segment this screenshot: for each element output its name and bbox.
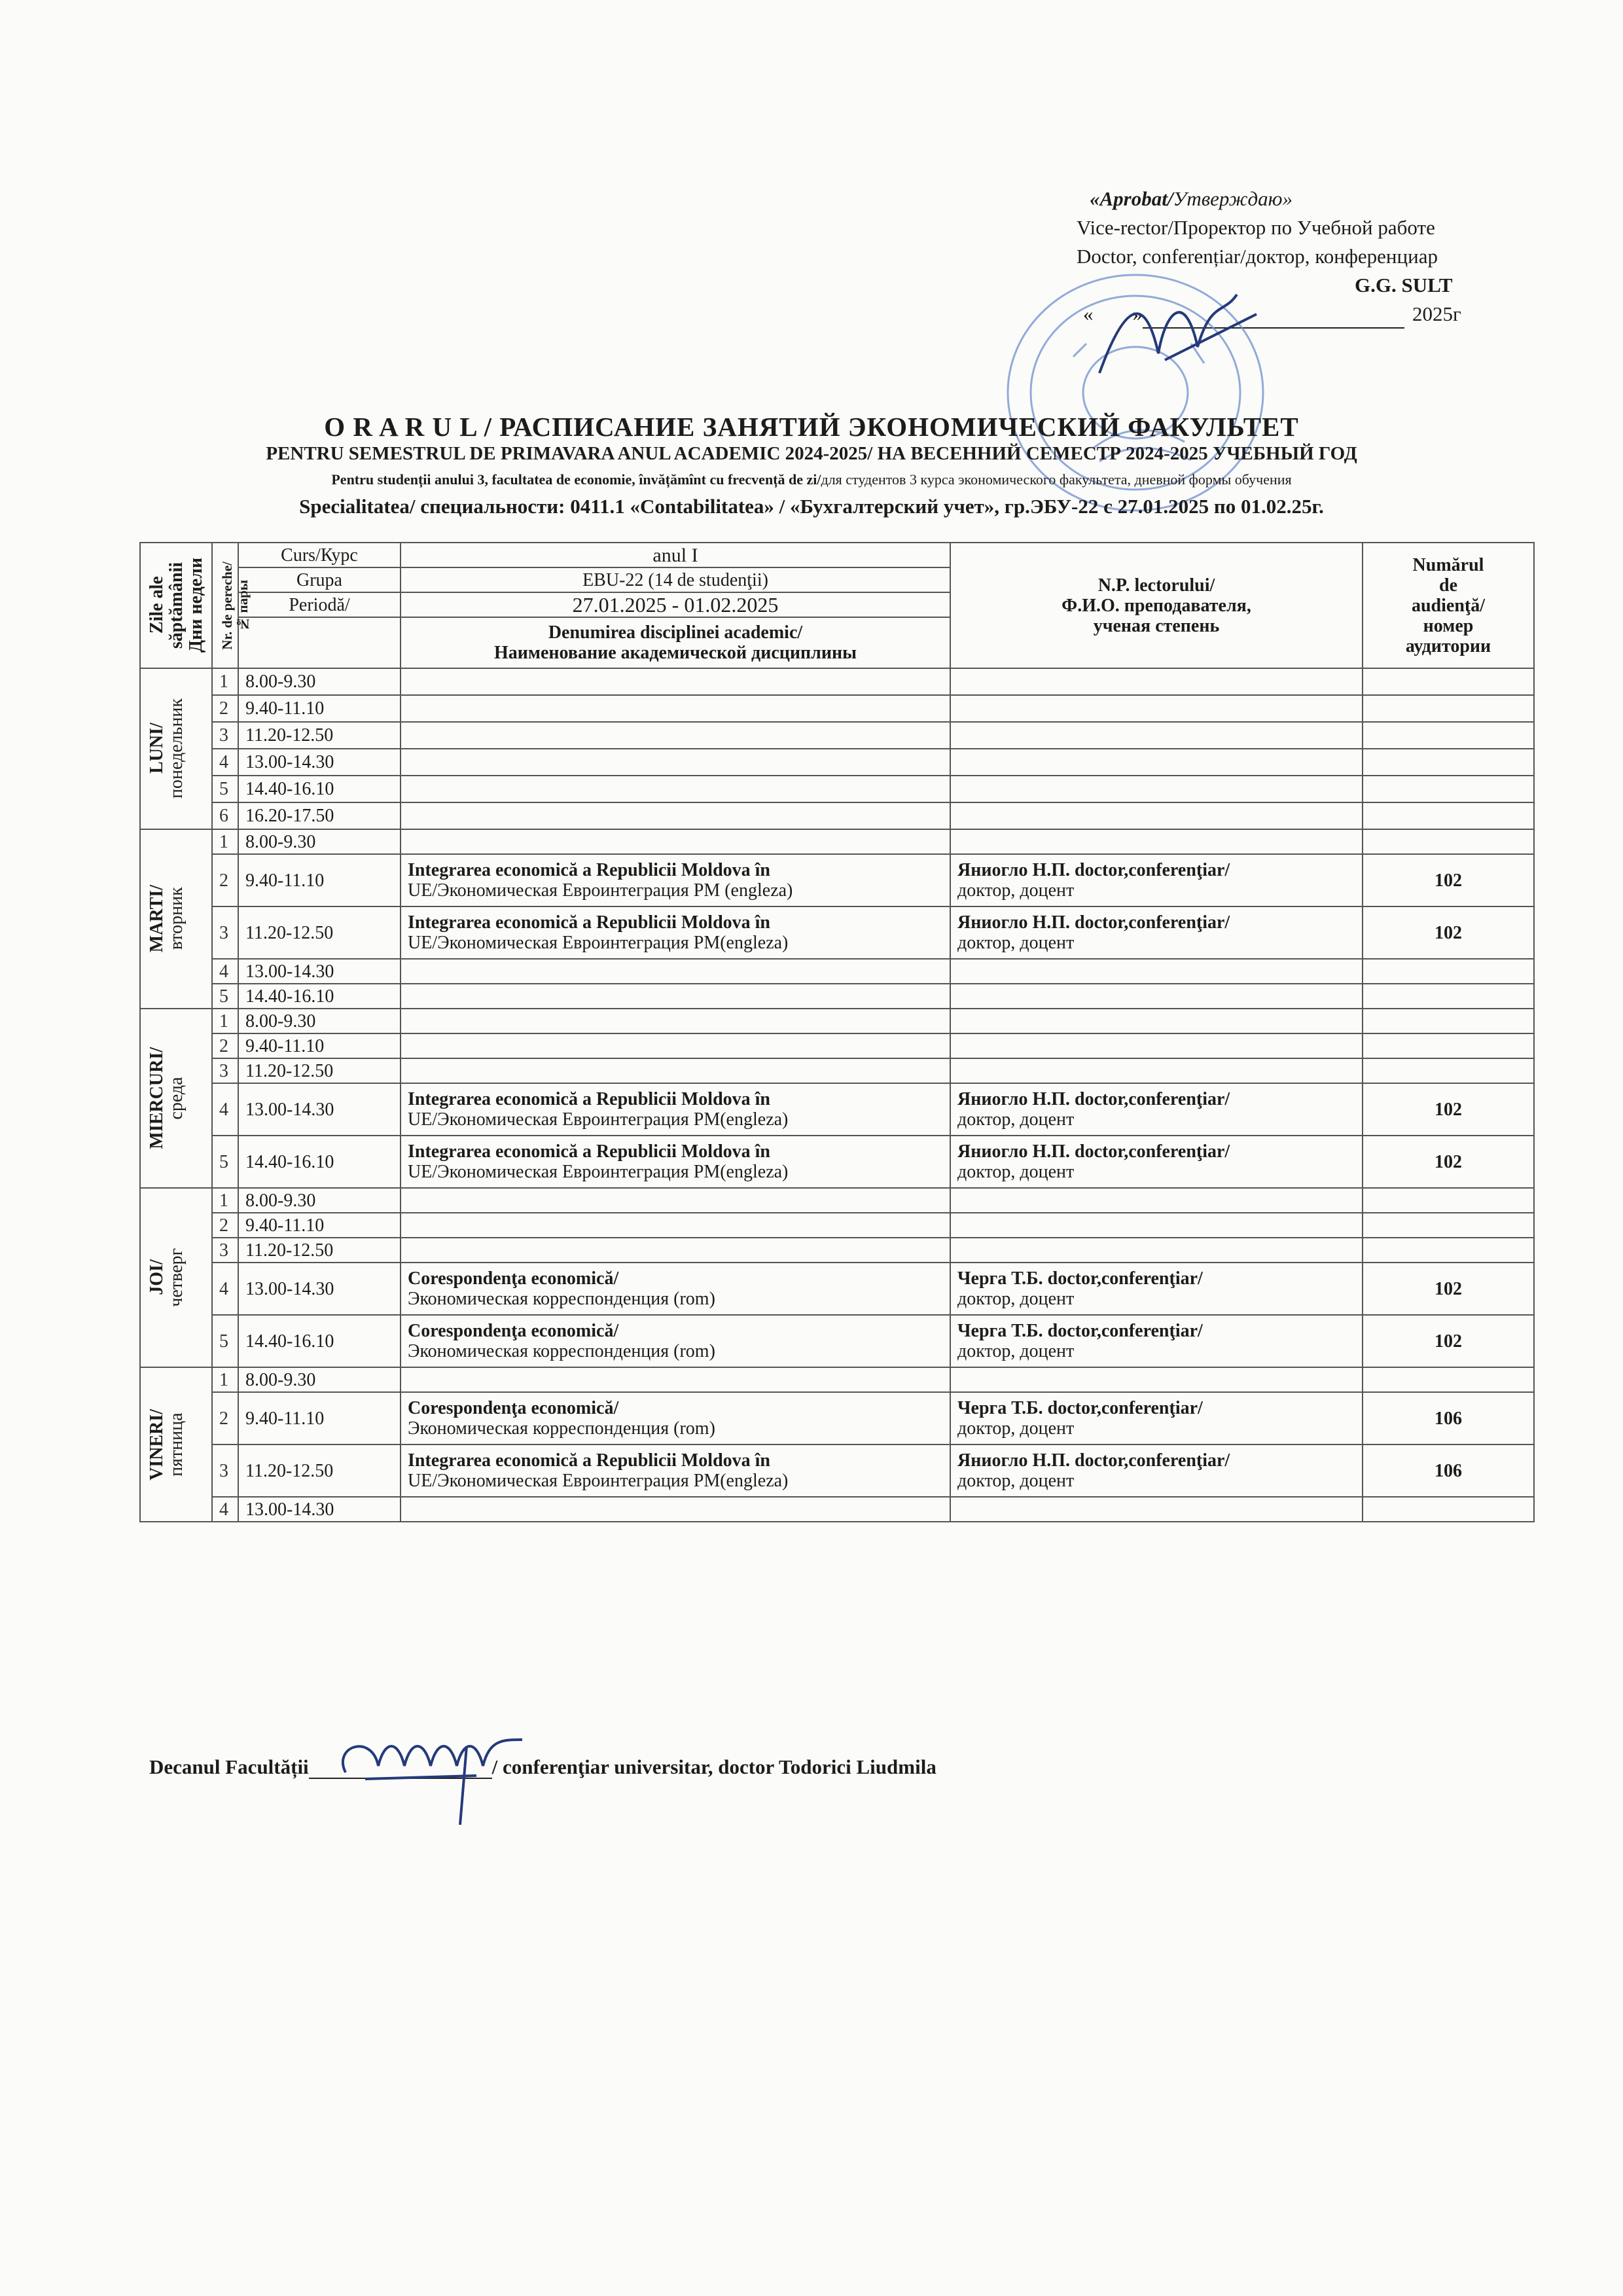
discipline-cell	[401, 1238, 950, 1263]
head-pair-cell	[212, 543, 251, 668]
head-days-cell	[140, 543, 212, 668]
pair-time: 14.40-16.10	[238, 984, 401, 1009]
approval-aprobat: «Aprobat/	[1090, 187, 1173, 210]
day-name-ru: пятница	[166, 1412, 187, 1477]
teacher-cell	[950, 959, 1363, 984]
teacher-cell	[950, 1058, 1363, 1083]
slot-row	[140, 668, 1534, 695]
day-cell	[140, 1009, 212, 1188]
slot-row	[140, 984, 1534, 1009]
pair-number: 4	[212, 1263, 238, 1315]
approval-name: G.G. SULT	[1355, 274, 1453, 296]
discipline-name-ru: Экономическая корреспонденция (rom)	[408, 1341, 715, 1361]
room-cell: 106	[1363, 1444, 1534, 1497]
head-pair-l2: № пары	[235, 579, 251, 632]
pair-number: 3	[212, 1238, 238, 1263]
day-name-ru: среда	[166, 1077, 187, 1120]
pair-time: 14.40-16.10	[238, 1315, 401, 1367]
teacher-cell	[950, 695, 1363, 722]
teacher-cell	[950, 1315, 1363, 1367]
pair-number: 1	[212, 1367, 238, 1392]
pair-time: 8.00-9.30	[238, 1367, 401, 1392]
dean-label: Decanul Facultății	[149, 1755, 309, 1778]
discipline-name-ru: Экономическая корреспонденция (rom)	[408, 1289, 715, 1309]
approval-degree: Doctor, conferențiar/доктор, конференциар	[1077, 245, 1438, 268]
room-cell	[1363, 1033, 1534, 1058]
discipline-name-ro: Integrarea economică a Republicii Moldova în	[408, 1141, 770, 1162]
discipline-cell	[401, 984, 950, 1009]
approval-year: 2025г	[1412, 302, 1461, 325]
discipline-cell	[401, 722, 950, 749]
head-room-l2: de	[1439, 575, 1457, 596]
pair-time: 16.20-17.50	[238, 802, 401, 829]
discipline-cell	[401, 959, 950, 984]
head-days-label	[147, 558, 206, 653]
discipline-cell	[401, 776, 950, 802]
head-room-l4: номер	[1423, 615, 1474, 636]
room-cell: 102	[1363, 1263, 1534, 1315]
pair-number: 1	[212, 1188, 238, 1213]
slot-row	[140, 722, 1534, 749]
teacher-cell	[950, 1188, 1363, 1213]
day-name-ro: MARTI/	[147, 885, 167, 953]
pair-time: 9.40-11.10	[238, 695, 401, 722]
approval-title	[1027, 185, 1461, 213]
day-name-ro: LUNI/	[147, 723, 167, 774]
approval-utverzhdayu: Утверждаю»	[1173, 187, 1293, 210]
room-cell	[1363, 802, 1534, 829]
discipline-cell	[401, 749, 950, 776]
head-days-l2: săptămânii	[166, 562, 187, 649]
pair-time: 9.40-11.10	[238, 1033, 401, 1058]
head-lect-l3: ученая степень	[1093, 615, 1220, 636]
discipline-name-ru: UE/Экономическая Евроинтеграция РМ(engleza)	[408, 1162, 789, 1182]
pair-number: 6	[212, 802, 238, 829]
head-empty-cell	[238, 617, 401, 668]
head-room-l3: audienţă/	[1411, 595, 1486, 616]
teacher-cell	[950, 1497, 1363, 1522]
discipline-cell	[401, 1444, 950, 1497]
discipline-cell	[401, 906, 950, 959]
pair-number: 5	[212, 984, 238, 1009]
discipline-name-ru: UE/Экономическая Евроинтеграция РМ(engleza)	[408, 1109, 789, 1130]
room-cell	[1363, 695, 1534, 722]
teacher-degree: доктор, доцент	[957, 1289, 1075, 1309]
head-pair-l1: Nr. de pereche/	[219, 561, 235, 650]
day-label	[147, 1248, 187, 1307]
teacher-cell	[950, 802, 1363, 829]
pair-time: 8.00-9.30	[238, 1009, 401, 1033]
day-label	[147, 885, 187, 952]
discipline-cell	[401, 1188, 950, 1213]
head-lecturer	[950, 543, 1363, 668]
prorector-signature	[1086, 275, 1283, 393]
teacher-name: Яниогло Н.П. doctor,conferenţiar/	[957, 1450, 1230, 1471]
teacher-name: Черга Т.Б. doctor,conferenţiar/	[957, 1268, 1203, 1289]
discipline-name-ru: UE/Экономическая Евроинтеграция РМ(engleza)	[408, 1471, 789, 1491]
slot-row	[140, 1213, 1534, 1238]
room-cell	[1363, 1058, 1534, 1083]
room-cell	[1363, 1009, 1534, 1033]
room-cell: 102	[1363, 1083, 1534, 1136]
pair-time: 9.40-11.10	[238, 1213, 401, 1238]
discipline-name-ru: UE/Экономическая Евроинтеграция РМ(engleza)	[408, 933, 789, 953]
room-cell	[1363, 1497, 1534, 1522]
schedule-audience	[0, 471, 1623, 488]
discipline-name-ro: Integrarea economică a Republicii Moldova în	[408, 912, 770, 933]
pair-time: 13.00-14.30	[238, 1083, 401, 1136]
discipline-cell	[401, 1009, 950, 1033]
day-label	[147, 698, 187, 798]
pair-number: 1	[212, 1009, 238, 1033]
room-cell	[1363, 829, 1534, 854]
pair-number: 4	[212, 959, 238, 984]
teacher-name: Черга Т.Б. doctor,conferenţiar/	[957, 1398, 1203, 1418]
slot-row	[140, 1315, 1534, 1367]
room-cell: 102	[1363, 1136, 1534, 1188]
discipline-name-ro: Corespondenţa economică/	[408, 1268, 619, 1289]
head-days-l1: Zile ale	[147, 577, 167, 634]
pair-time: 13.00-14.30	[238, 749, 401, 776]
pair-time: 9.40-11.10	[238, 854, 401, 906]
room-cell	[1363, 1188, 1534, 1213]
discipline-name-ru: UE/Экономическая Евроинтеграция РМ (engleza)	[408, 880, 793, 901]
schedule-body	[140, 543, 1534, 1522]
discipline-name-ro: Integrarea economică a Republicii Moldova în	[408, 1450, 770, 1471]
discipline-name-ro: Integrarea economică a Republicii Moldova în	[408, 860, 770, 880]
day-cell	[140, 1188, 212, 1367]
head-room-l1: Numărul	[1412, 554, 1484, 575]
day-name-ru: четверг	[166, 1248, 187, 1307]
day-name-ro: VINERI/	[147, 1408, 167, 1480]
teacher-cell	[950, 722, 1363, 749]
teacher-degree: доктор, доцент	[957, 933, 1075, 953]
room-cell	[1363, 1238, 1534, 1263]
pair-time: 11.20-12.50	[238, 906, 401, 959]
pair-time: 14.40-16.10	[238, 776, 401, 802]
day-label	[147, 1409, 187, 1480]
pair-number: 2	[212, 854, 238, 906]
pair-number: 3	[212, 1058, 238, 1083]
teacher-cell	[950, 1367, 1363, 1392]
discipline-cell	[401, 1058, 950, 1083]
pair-number: 5	[212, 776, 238, 802]
day-name-ru: вторник	[166, 888, 187, 950]
teacher-name: Яниогло Н.П. doctor,conferenţiar/	[957, 912, 1230, 933]
schedule-subtitle: PENTRU SEMESTRUL DE PRIMAVARA ANUL ACADEMIC 2024-2025/ НА ВЕСЕННИЙ СЕМЕСТР 2024-2025 УЧЕБНЫЙ ГОД	[266, 443, 1357, 464]
slot-row	[140, 1444, 1534, 1497]
teacher-cell	[950, 1263, 1363, 1315]
pair-number: 5	[212, 1136, 238, 1188]
head-curs-label: Curs/Курс	[238, 543, 401, 567]
schedule-audience-ru: для студентов 3 курса экономического факультета, дневной формы обучения	[821, 471, 1292, 488]
room-cell	[1363, 1213, 1534, 1238]
slot-row	[140, 1392, 1534, 1444]
head-grupa-value: EBU-22 (14 de studenţii)	[401, 567, 950, 592]
slot-row	[140, 802, 1534, 829]
pair-time: 14.40-16.10	[238, 1136, 401, 1188]
head-perioada-label: Periodă/	[238, 592, 401, 617]
teacher-degree: доктор, доцент	[957, 1471, 1075, 1491]
slot-row	[140, 1188, 1534, 1213]
teacher-cell	[950, 1083, 1363, 1136]
schedule-specialty: Specialitatea/ специальности: 0411.1 «Contabilitatea» / «Бухгалтерский учет», гр.ЭБУ-22 с 27.01.2025 по 01.02.25г.	[299, 495, 1324, 518]
day-name-ru: понедельник	[166, 698, 187, 799]
teacher-name: Яниогло Н.П. doctor,conferenţiar/	[957, 1089, 1230, 1109]
room-cell	[1363, 722, 1534, 749]
head-disc-l1: Denumirea disciplinei academic/	[548, 622, 803, 643]
discipline-cell	[401, 1392, 950, 1444]
teacher-cell	[950, 984, 1363, 1009]
pair-time: 11.20-12.50	[238, 1444, 401, 1497]
slot-row	[140, 1058, 1534, 1083]
discipline-cell	[401, 1263, 950, 1315]
dean-name: / conferenţiar universitar, doctor Todorici Liudmila	[491, 1755, 936, 1778]
discipline-cell	[401, 1083, 950, 1136]
schedule-table	[139, 542, 1535, 1522]
slot-row	[140, 959, 1534, 984]
discipline-cell	[401, 829, 950, 854]
discipline-cell	[401, 668, 950, 695]
room-cell	[1363, 984, 1534, 1009]
pair-number: 3	[212, 722, 238, 749]
day-cell	[140, 668, 212, 829]
head-days-l3: Дни недели	[186, 558, 206, 653]
room-cell	[1363, 749, 1534, 776]
dean-signature	[326, 1720, 535, 1831]
discipline-cell	[401, 695, 950, 722]
teacher-cell	[950, 749, 1363, 776]
teacher-cell	[950, 1009, 1363, 1033]
day-name-ro: JOI/	[147, 1259, 167, 1296]
discipline-cell	[401, 1213, 950, 1238]
head-grupa-label: Grupa	[238, 567, 401, 592]
approval-date-open: «	[1083, 302, 1094, 325]
day-cell	[140, 829, 212, 1009]
teacher-degree: доктор, доцент	[957, 880, 1075, 901]
head-discipline	[401, 617, 950, 668]
dean-footer	[149, 1755, 936, 1779]
head-perioada-value: 27.01.2025 - 01.02.2025	[401, 592, 950, 617]
teacher-cell	[950, 1444, 1363, 1497]
discipline-cell	[401, 1315, 950, 1367]
teacher-cell	[950, 1033, 1363, 1058]
discipline-cell	[401, 1136, 950, 1188]
pair-number: 4	[212, 1497, 238, 1522]
teacher-cell	[950, 1392, 1363, 1444]
discipline-name-ro: Corespondenţa economică/	[408, 1398, 619, 1418]
slot-row	[140, 1263, 1534, 1315]
discipline-name-ro: Integrarea economică a Republicii Moldova în	[408, 1089, 770, 1109]
room-cell: 102	[1363, 1315, 1534, 1367]
head-curs-value: anul I	[401, 543, 950, 567]
day-label	[147, 1047, 187, 1149]
teacher-degree: доктор, доцент	[957, 1341, 1075, 1361]
slot-row	[140, 1009, 1534, 1033]
discipline-cell	[401, 854, 950, 906]
teacher-cell	[950, 906, 1363, 959]
pair-number: 4	[212, 749, 238, 776]
teacher-degree: доктор, доцент	[957, 1418, 1075, 1439]
day-name-ro: MIERCURI/	[147, 1047, 167, 1149]
discipline-cell	[401, 1367, 950, 1392]
approval-position: Vice-rector/Проректор по Учебной работе	[1077, 216, 1435, 239]
pair-number: 5	[212, 1315, 238, 1367]
teacher-cell	[950, 1136, 1363, 1188]
room-cell	[1363, 959, 1534, 984]
head-lect-l1: N.P. lectorului/	[1097, 575, 1215, 596]
pair-number: 2	[212, 695, 238, 722]
slot-row	[140, 1367, 1534, 1392]
slot-row	[140, 695, 1534, 722]
slot-row	[140, 1033, 1534, 1058]
head-pair-label	[219, 562, 251, 650]
pair-number: 4	[212, 1083, 238, 1136]
head-room-l5: аудитории	[1405, 636, 1491, 656]
schedule-audience-ro: Pentru studenții anului 3, facultatea de economie, învățămînt cu frecvență de zi/	[331, 471, 821, 488]
pair-number: 2	[212, 1033, 238, 1058]
teacher-cell	[950, 668, 1363, 695]
head-room	[1363, 543, 1534, 668]
pair-number: 2	[212, 1213, 238, 1238]
head-disc-l2: Наименование академической дисциплины	[493, 643, 857, 663]
teacher-degree: доктор, доцент	[957, 1162, 1075, 1182]
day-cell	[140, 1367, 212, 1522]
pair-time: 8.00-9.30	[238, 1188, 401, 1213]
pair-number: 2	[212, 1392, 238, 1444]
discipline-name-ro: Corespondenţa economică/	[408, 1321, 619, 1341]
pair-time: 13.00-14.30	[238, 1497, 401, 1522]
schedule-title: O R A R U L / РАСПИСАНИЕ ЗАНЯТИЙ ЭКОНОМИЧЕСКИЙ ФАКУЛЬТЕТ	[324, 412, 1299, 442]
teacher-cell	[950, 829, 1363, 854]
slot-row	[140, 749, 1534, 776]
discipline-cell	[401, 802, 950, 829]
slot-row	[140, 829, 1534, 854]
pair-time: 13.00-14.30	[238, 1263, 401, 1315]
pair-time: 13.00-14.30	[238, 959, 401, 984]
discipline-cell	[401, 1497, 950, 1522]
room-cell: 102	[1363, 854, 1534, 906]
pair-time: 8.00-9.30	[238, 829, 401, 854]
slot-row	[140, 906, 1534, 959]
slot-row	[140, 1136, 1534, 1188]
pair-time: 11.20-12.50	[238, 1238, 401, 1263]
teacher-name: Яниогло Н.П. doctor,conferenţiar/	[957, 1141, 1230, 1162]
slot-row	[140, 1497, 1534, 1522]
teacher-cell	[950, 1238, 1363, 1263]
room-cell: 102	[1363, 906, 1534, 959]
slot-row	[140, 1238, 1534, 1263]
teacher-degree: доктор, доцент	[957, 1109, 1075, 1130]
teacher-cell	[950, 854, 1363, 906]
room-cell	[1363, 776, 1534, 802]
pair-number: 1	[212, 829, 238, 854]
approval-date-close: »	[1132, 302, 1143, 325]
slot-row	[140, 1083, 1534, 1136]
slot-row	[140, 854, 1534, 906]
teacher-cell	[950, 1213, 1363, 1238]
pair-number: 1	[212, 668, 238, 695]
head-row-curs	[140, 543, 1534, 567]
room-cell	[1363, 668, 1534, 695]
room-cell	[1363, 1367, 1534, 1392]
teacher-name: Черга Т.Б. doctor,conferenţiar/	[957, 1321, 1203, 1341]
pair-number: 3	[212, 1444, 238, 1497]
slot-row	[140, 776, 1534, 802]
discipline-cell	[401, 1033, 950, 1058]
teacher-cell	[950, 776, 1363, 802]
room-cell: 106	[1363, 1392, 1534, 1444]
pair-time: 9.40-11.10	[238, 1392, 401, 1444]
pair-number: 3	[212, 906, 238, 959]
pair-time: 8.00-9.30	[238, 668, 401, 695]
pair-time: 11.20-12.50	[238, 1058, 401, 1083]
pair-time: 11.20-12.50	[238, 722, 401, 749]
head-lect-l2: Ф.И.О. преподавателя,	[1061, 595, 1251, 616]
teacher-name: Яниогло Н.П. doctor,conferenţiar/	[957, 860, 1230, 880]
discipline-name-ru: Экономическая корреспонденция (rom)	[408, 1418, 715, 1439]
